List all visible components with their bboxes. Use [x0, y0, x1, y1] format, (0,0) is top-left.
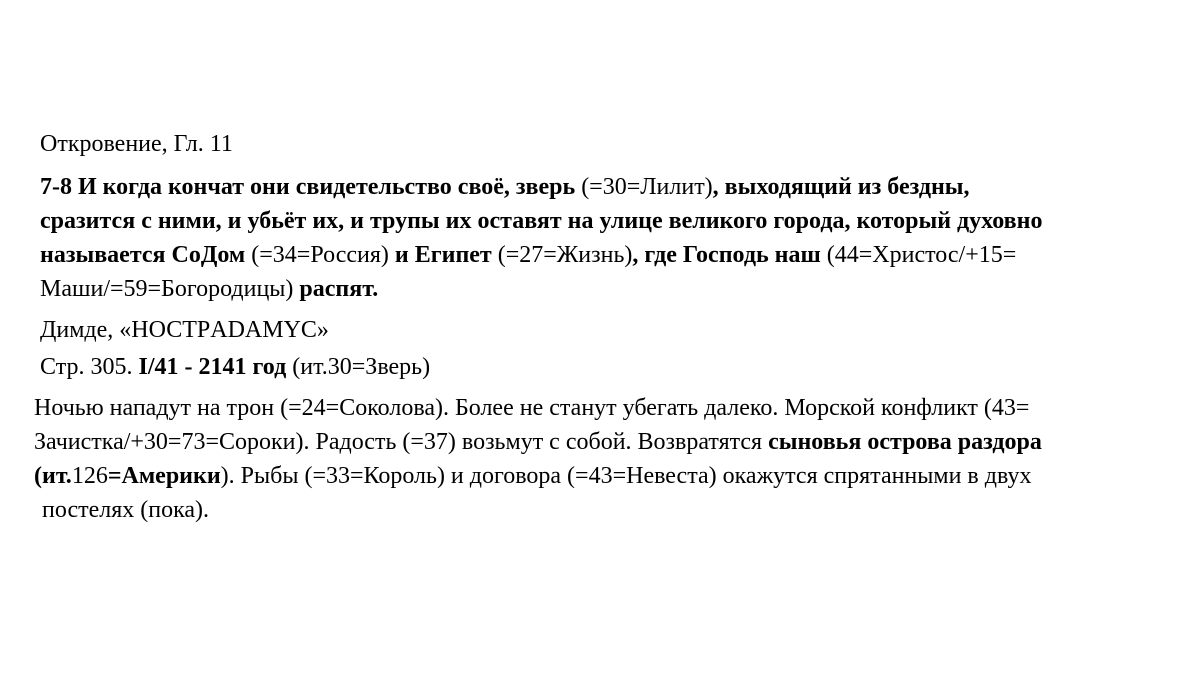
prophecy-segment: 126	[71, 463, 108, 489]
prophecy-line-1	[34, 391, 1042, 425]
prophecy-segment: Ночью нападут на трон (=24=Соколова). Более не станут убегать далеко. Морской конфликт (43=	[34, 395, 1030, 421]
verse-text: и Египет	[394, 242, 498, 268]
prophecy-line-4	[34, 493, 1042, 527]
page-reference	[40, 350, 430, 384]
verse-note: (=34=Россия)	[251, 242, 395, 268]
page-number: Стр. 305.	[40, 354, 139, 380]
verse-text: , выходящий из бездны,	[712, 174, 970, 200]
verse-text: называется СоДом	[40, 242, 252, 268]
verse-line-4	[40, 272, 1042, 306]
dimde-title: Димде, «НОСТРADAMYC»	[40, 317, 329, 343]
prophecy-line-3	[34, 459, 1042, 493]
prophecy-line-2	[34, 425, 1042, 459]
revelation-verse	[40, 170, 1042, 306]
verse-note: (44=Христос/+15=	[826, 242, 1017, 268]
prophecy-text	[34, 391, 1042, 527]
verse-text: сразится с ними, и убьёт их, и трупы их оставят на улице великого города, который духовно	[40, 208, 1043, 234]
verse-text: распят.	[299, 276, 379, 302]
verse-line-1	[40, 170, 1042, 204]
quatrain-ref: I/41 - 2141 год	[138, 354, 293, 380]
quatrain-note: (ит.30=Зверь)	[292, 354, 431, 380]
prophecy-segment-bold: сыновья острова раздора	[768, 429, 1042, 455]
prophecy-segment: Зачистка/+30=73=Сороки). Радость (=37) возьмут с собой. Возвратятся	[34, 429, 769, 455]
verse-text: , где Господь наш	[632, 242, 827, 268]
verse-line-2	[40, 204, 1042, 238]
verse-text: 7-8 И когда кончат они свидетельство своё, зверь	[40, 174, 582, 200]
revelation-heading: Откровение, Гл. 11	[40, 131, 233, 157]
verse-note: Маши/=59=Богородицы)	[40, 276, 300, 302]
prophecy-segment-bold: =Америки	[107, 463, 221, 489]
verse-line-3	[40, 238, 1042, 272]
verse-note: (=30=Лилит)	[581, 174, 713, 200]
prophecy-segment: постелях (пока).	[42, 497, 210, 523]
prophecy-segment-bold: (ит.	[34, 463, 72, 489]
verse-note: (=27=Жизнь)	[497, 242, 633, 268]
prophecy-segment: ). Рыбы (=33=Король) и договора (=43=Невеста) окажутся спрятанными в двух	[220, 463, 1032, 489]
